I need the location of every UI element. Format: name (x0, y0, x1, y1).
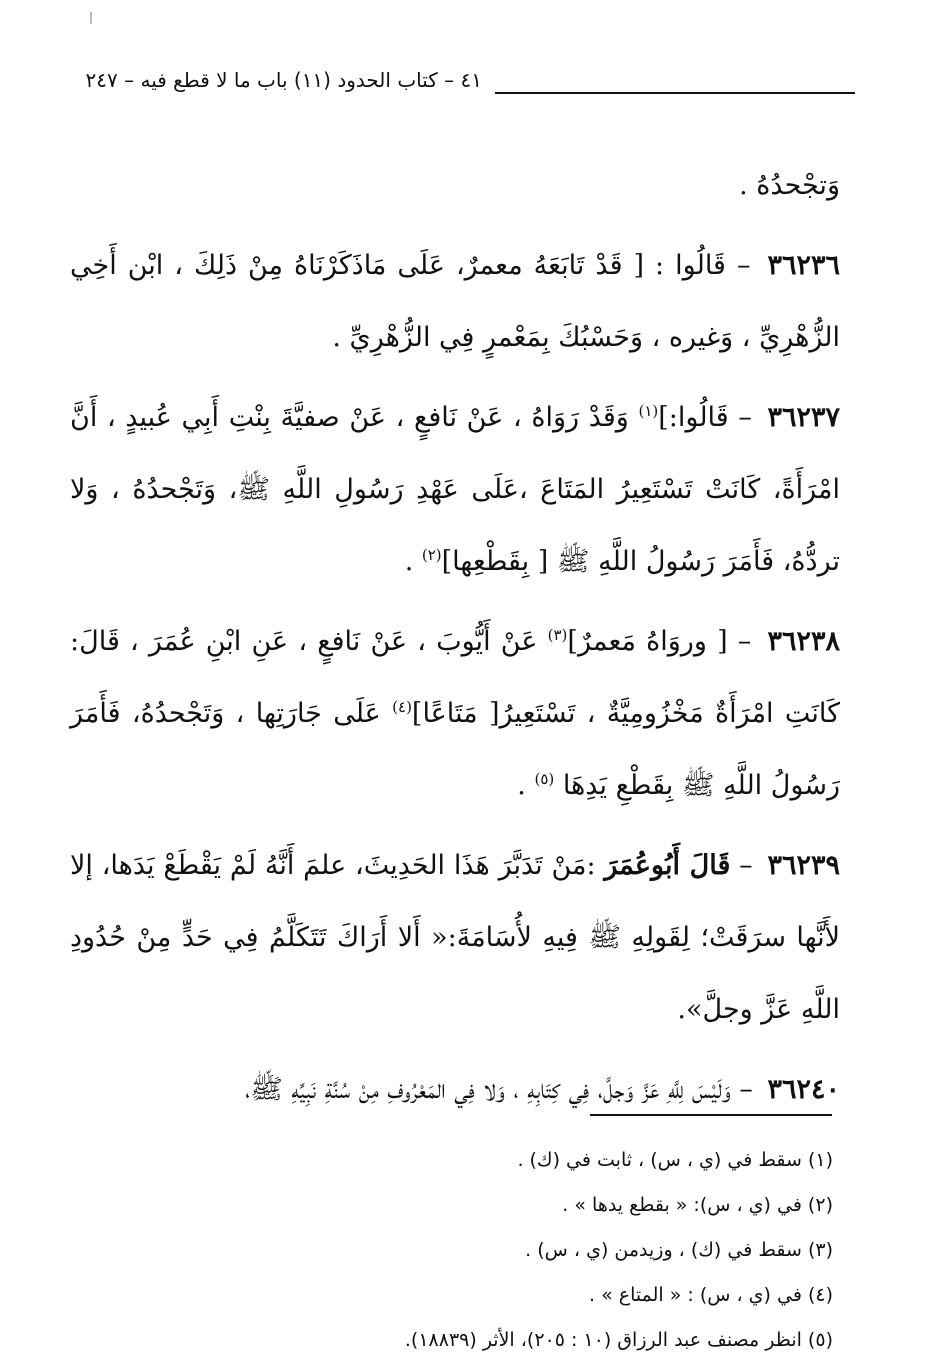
paragraph-text: عَنْ أَيُّوبَ ، عَنْ نَافعٍ ، عَنِ ابْنِ عُمَرَ ، قَالَ: كَانَتِ امْرَأَةٌ مَخْزُومِيَّةٌ ، تَسْتَعِيرُ[ مَتَاعًا] (70, 626, 841, 729)
paragraph-text: وَتجْحدُهُ . (739, 170, 840, 201)
header-rule (495, 92, 855, 94)
footnote-ref: (١) (638, 402, 659, 420)
footnote-item: (٣) سقط في (ك) ، وزيدمن (ي ، س) . (525, 1239, 833, 1261)
footnote-ref: (٥) (534, 770, 555, 788)
paragraph-36239 (70, 830, 840, 1046)
footnote-item: (١) سقط في (ي ، س) ، ثابت في (ك) . (517, 1149, 833, 1171)
paragraph-text: وَقَدْ رَوَاهُ ، عَنْ نَافعٍ ، عَنْ صفيَّةَ بِنْتِ أَبِي عُبيدٍ ، أَنَّ امْرَأَةً، كَانَتْ تَسْتَعِيرُ المَتَاعَ ،عَلَى عَهْدِ رَسُولِ اللَّهِ ﷺ، وَتَجْحدُهُ ، وَلا تردُّهُ، فَأَمَرَ رَسُولُ اللَّهِ ﷺ [ بِقَطْعِها] (70, 402, 840, 577)
footnote-ref: (٣) (547, 626, 568, 644)
footnote-ref: (٢) (421, 546, 442, 564)
paragraph-36236 (70, 230, 840, 374)
paragraph-number: ٣٦٢٤٠ (767, 1074, 840, 1105)
paragraph-text: – قَالُوا : [ قَدْ تَابَعَهُ معمرٌ، عَلَى مَاذَكَرْنَاهُ مِنْ ذَلِكَ ، ابْن أَخِي الزُّهْرِيِّ ، وَغيره ، وَحَسْبُكَ بِمَعْمرٍ فِي الزُّهْرِيِّ . (70, 250, 840, 353)
paragraph-number: ٣٦٢٣٧ (767, 402, 840, 433)
paragraph-text: . (404, 546, 422, 577)
paragraph-text: – قَالُوا:] (658, 402, 752, 433)
paragraph-36238 (70, 606, 840, 822)
page-header (50, 64, 860, 104)
author-attribution: قَالَ أَبُوعُمَرَ (604, 850, 731, 881)
paragraph-text: . (517, 770, 535, 801)
paragraph-text: – [ وروَاهُ مَعمرٌ] (567, 626, 752, 657)
running-title: ٤١ – كتاب الحدود (١١) باب ما لا قطع فيه – ٢٤٧ (85, 68, 482, 92)
scan-mark (90, 12, 92, 24)
paragraph-36237 (70, 382, 840, 598)
paragraph-text: عَلَى جَارَتِها ، وَتَجْحدُهُ، فَأَمَرَ رَسُولُ اللَّهِ ﷺ بِقَطْعِ يَدِهَا (70, 698, 840, 801)
paragraph-text: :مَنْ تَدَبَّرَ هَذَا الحَدِيثَ، علمَ أَنَّهُ لَمْ يَقْطَعْ يَدَها، إلا لأَنَّها سرَقَتْ؛ لِقَولِهِ ﷺ فِيهِ لأُسَامَةَ:« أَلا أَرَاكَ تَتَكَلَّمُ فِي حَدٍّ مِنْ حُدُودِ اللَّهِ عَزَّ وجلَّ». (70, 850, 840, 1025)
footnote-ref: (٤) (392, 698, 412, 716)
paragraph-text: – (730, 850, 753, 881)
footnote-item: (٢) في (ي ، س): « بقطع يدها » . (562, 1194, 833, 1216)
footnotes (133, 1138, 833, 1363)
footnote-item: (٤) في (ي ، س) : « المتاع » . (589, 1284, 833, 1306)
main-text (70, 150, 840, 1126)
paragraph-number: ٣٦٢٣٨ (767, 626, 840, 657)
paragraph-number: ٣٦٢٣٦ (767, 250, 840, 281)
footnote-item: (٥) انظر مصنف عبد الرزاق (١٠ : ٢٠٥)، الأثر (١٨٨٣٩). (404, 1329, 833, 1351)
paragraph-text: – وَلَيْسَ لِلَّهِ عَزَّ وَجلَّ، فِي كِتَابِهِ ، وَلا فِي المَعْرُوفِ مِنْ سُنَّةِ نَبِيِّهِ ﷺ، (245, 1074, 753, 1105)
paragraph-continuation (70, 150, 840, 222)
footnote-separator (590, 1114, 832, 1116)
paragraph-number: ٣٦٢٣٩ (767, 850, 840, 881)
